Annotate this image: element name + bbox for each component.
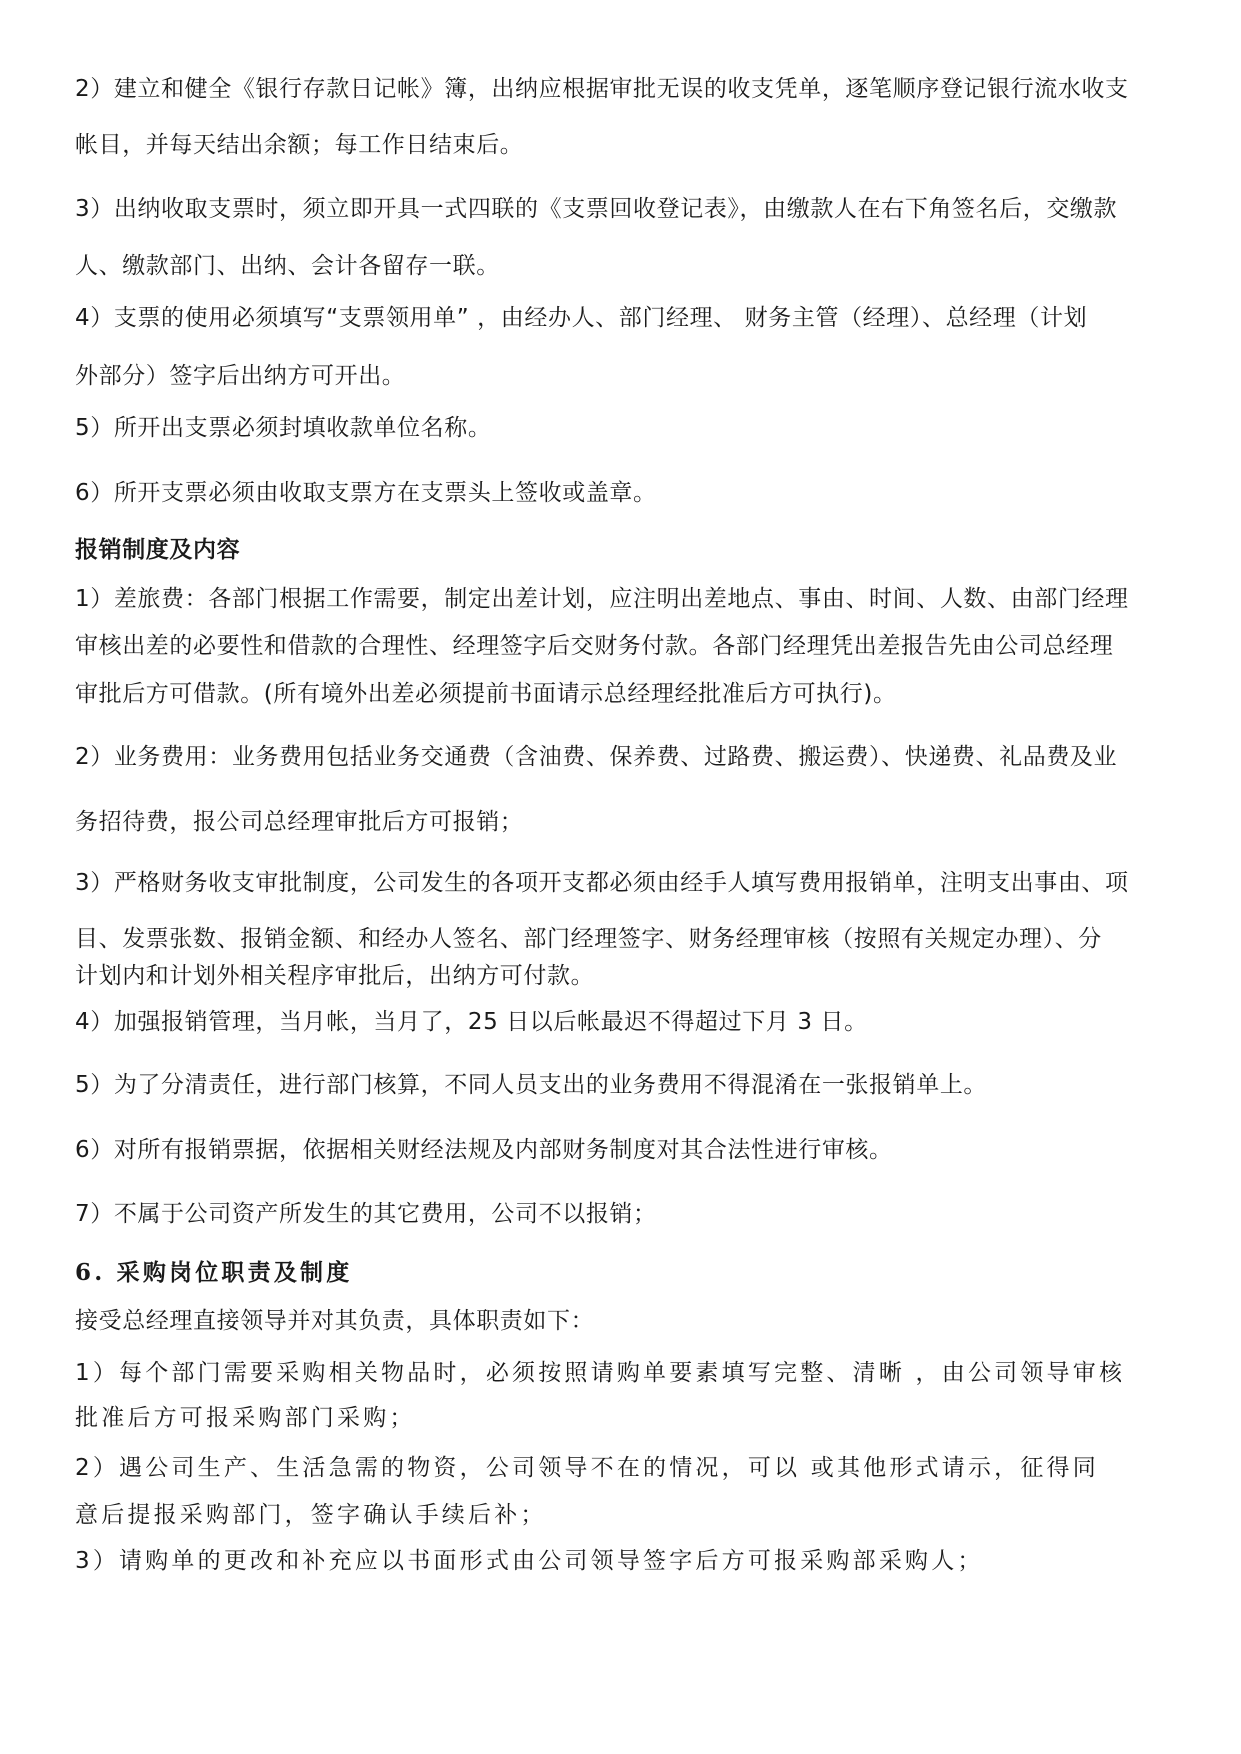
paragraph-line: 4）加强报销管理，当月帐，当月了，25 日以后帐最迟不得超过下月 3 日。 xyxy=(75,1009,868,1035)
paragraph-line: 3）请购单的更改和补充应以书面形式由公司领导签字后方可报采购部采购人； xyxy=(75,1548,984,1574)
paragraph-line: 3）严格财务收支审批制度，公司发生的各项开支都必须由经手人填写费用报销单，注明支出事由、项 xyxy=(75,870,1129,896)
paragraph-line: 6）所开支票必须由收取支票方在支票头上签收或盖章。 xyxy=(75,480,657,506)
paragraph-line: 接受总经理直接领导并对其负责，具体职责如下： xyxy=(75,1308,595,1334)
paragraph-line: 5）所开出支票必须封填收款单位名称。 xyxy=(75,415,492,441)
paragraph-line: 2）遇公司生产、生活急需的物资，公司领导不在的情况，可以 或其他形式请示，征得同 xyxy=(75,1455,1099,1481)
section-heading: 报销制度及内容 xyxy=(75,536,241,563)
paragraph-line: 5）为了分清责任，进行部门核算，不同人员支出的业务费用不得混淆在一张报销单上。 xyxy=(75,1072,988,1098)
paragraph-line: 务招待费，报公司总经理审批后方可报销； xyxy=(75,809,524,835)
paragraph-line: 3）出纳收取支票时，须立即开具一式四联的《支票回收登记表》，由缴款人在右下角签名后，交缴款 xyxy=(75,196,1118,222)
paragraph-line: 7）不属于公司资产所发生的其它费用，公司不以报销； xyxy=(75,1201,657,1227)
paragraph-line: 4）支票的使用必须填写“支票领用单” ，由经办人、部门经理、 财务主管（经理）、总经理（计划 xyxy=(75,305,1088,331)
paragraph-line: 人、缴款部门、出纳、会计各留存一联。 xyxy=(75,253,500,279)
paragraph-line: 审批后方可借款。(所有境外出差必须提前书面请示总经理经批准后方可执行)。 xyxy=(75,681,897,707)
paragraph-line: 2）建立和健全《银行存款日记帐》簿，出纳应根据审批无误的收支凭单，逐笔顺序登记银行流水收支 xyxy=(75,76,1129,102)
paragraph-line: 审核出差的必要性和借款的合理性、经理签字后交财务付款。各部门经理凭出差报告先由公司总经理 xyxy=(75,633,1114,659)
section-heading: 6. 采购岗位职责及制度 xyxy=(75,1259,353,1286)
paragraph-line: 2）业务费用：业务费用包括业务交通费（含油费、保养费、过路费、搬运费）、快递费、礼品费及业 xyxy=(75,744,1118,770)
paragraph-line: 1）每个部门需要采购相关物品时，必须按照请购单要素填写完整、清晰 ，由公司领导审核 xyxy=(75,1360,1126,1386)
paragraph-line: 1）差旅费：各部门根据工作需要，制定出差计划，应注明出差地点、事由、时间、人数、由部门经理 xyxy=(75,586,1129,612)
paragraph-line: 目、发票张数、报销金额、和经办人签名、部门经理签字、财务经理审核（按照有关规定办理）、分 xyxy=(75,926,1102,952)
paragraph-line: 帐目，并每天结出余额；每工作日结束后。 xyxy=(75,132,524,158)
paragraph-line: 计划内和计划外相关程序审批后，出纳方可付款。 xyxy=(75,963,595,989)
paragraph-line: 批准后方可报采购部门采购； xyxy=(75,1405,416,1431)
paragraph-line: 6）对所有报销票据，依据相关财经法规及内部财务制度对其合法性进行审核。 xyxy=(75,1137,893,1163)
paragraph-line: 外部分）签字后出纳方可开出。 xyxy=(75,363,406,389)
paragraph-line: 意后提报采购部门，签字确认手续后补； xyxy=(75,1502,547,1528)
